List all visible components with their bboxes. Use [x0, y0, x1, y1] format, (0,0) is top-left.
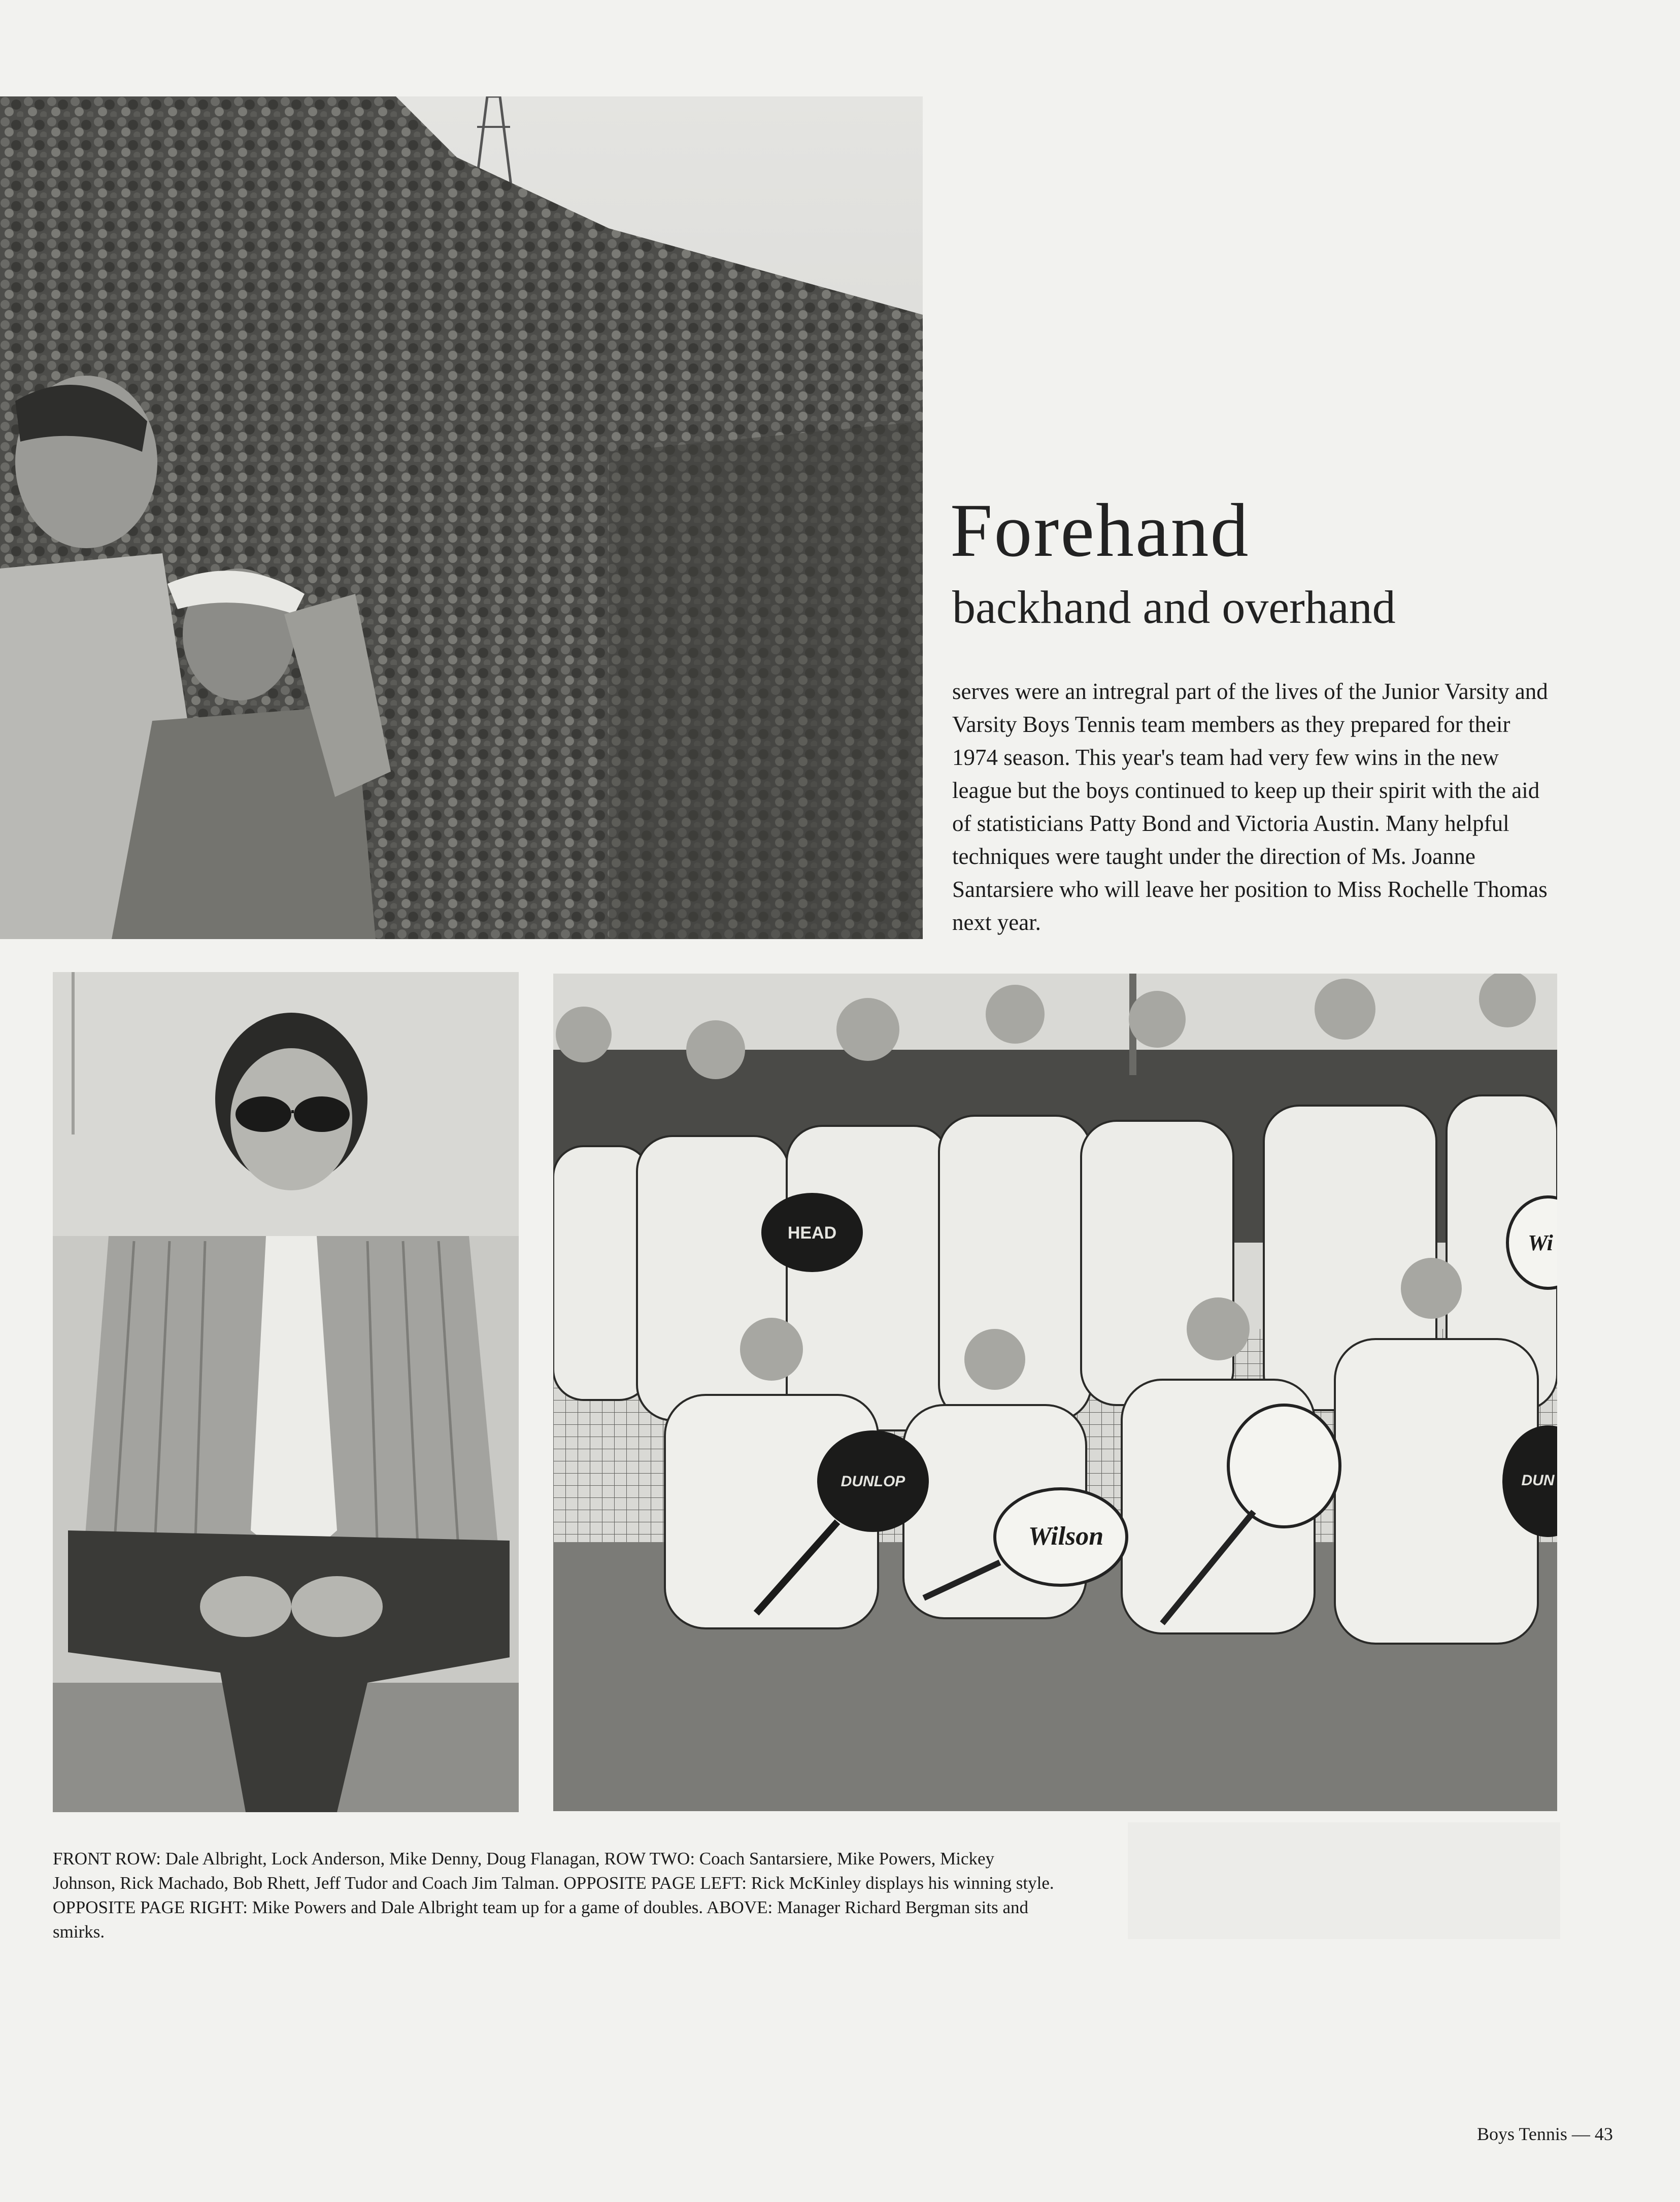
racket-brand-head: HEAD: [787, 1223, 837, 1243]
photo-manager-seated: [53, 972, 519, 1812]
subhead: backhand and overhand: [952, 581, 1396, 633]
photo-tennis-team: [553, 974, 1557, 1811]
photo-caption: FRONT ROW: Dale Albright, Lock Anderson, Mike Denny, Doug Flanagan, ROW TWO: Coach Santarsiere, Mike Powers, Mickey Johnson, Rick Machado, Bob Rhett, Jeff Tudor and Coach Jim Talman. OPPOSITE PAGE LEFT: Rick McKinley displays his winning style. OPPOSITE PAGE RIGHT: Mike Powers and Dale Albright team up for a game of doubles. ABOVE: Manager Richard Bergman sits and smirks.: [53, 1849, 1054, 1942]
racket-brand-wilson: Wilson: [1028, 1522, 1104, 1551]
photo-players-by-hedge: [0, 96, 923, 939]
racket-head: [761, 1193, 863, 1272]
article-body: serves were an intregral part of the lives of the Junior Varsity and Varsity Boys Tennis team members as they prepared for their 1974 season. This year's team had very few wins in the new league but the boys continued to keep up their spirit with the aid of statisticians Patty Bond and Victoria Austin. Many helpful techniques were taught under the direction of Ms. Joanne Santarsiere who will leave her position to Miss Rochelle Thomas next year.: [952, 679, 1548, 935]
page-folio: Boys Tennis — 43: [1477, 2124, 1613, 2144]
racket-brand-dunlop: DUNLOP: [841, 1473, 905, 1490]
racket-brand-dunlop-partial: DUN: [1521, 1472, 1555, 1489]
headline: Forehand: [950, 488, 1250, 573]
faint-show-through-block: [1128, 1822, 1560, 1939]
racket-brand-wilson-partial: Wi: [1528, 1230, 1553, 1255]
